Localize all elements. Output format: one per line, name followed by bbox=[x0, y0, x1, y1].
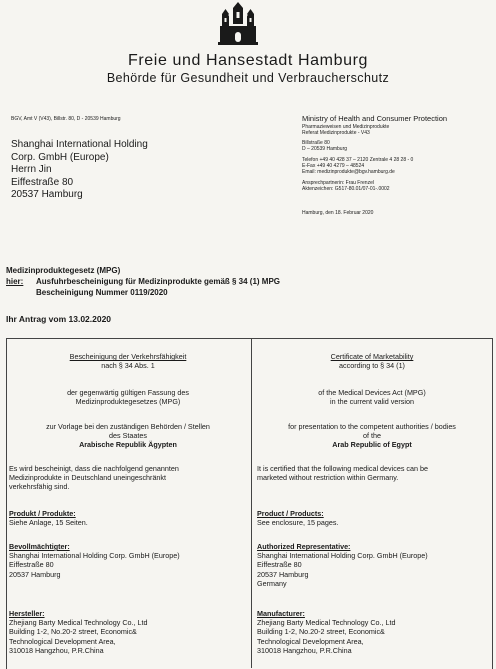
ministry-name: Ministry of Health and Consumer Protection bbox=[302, 114, 448, 123]
english-rep-label: Authorized Representative: bbox=[257, 542, 351, 551]
sender-line: BGV, Amt V (V43), Billstr. 80, D - 20539 Hamburg bbox=[11, 116, 121, 122]
english-manufacturer-label: Manufacturer: bbox=[257, 609, 305, 618]
ministry-fax: E-Fax +49 40 4279 – 48524 bbox=[302, 162, 365, 169]
english-text: of the Medical Devices Act (MPG) bbox=[318, 388, 426, 397]
english-heading: Certificate of Marketability bbox=[330, 352, 414, 361]
german-cert-text: Medizinprodukte in Deutschland uneingeschränkt bbox=[9, 473, 167, 483]
german-rep-line: Eiffestraße 80 bbox=[9, 560, 54, 570]
english-manufacturer-line: 310018 Hangzhou, P.R.China bbox=[257, 645, 352, 655]
german-cert-text: verkehrsfähig sind. bbox=[9, 482, 70, 492]
ministry-dept: Pharmazieweisen und Medizinprodukte bbox=[302, 123, 390, 130]
german-products-label: Produkt / Produkte: bbox=[9, 509, 76, 518]
ministry-info bbox=[302, 115, 492, 216]
english-heading-2: according to § 34 (1) bbox=[339, 361, 405, 371]
german-cert-text: Es wird bescheinigt, dass die nachfolgend genannten bbox=[9, 464, 179, 473]
english-country: Arab Republic of Egypt bbox=[332, 440, 412, 450]
german-heading-2: nach § 34 Abs. 1 bbox=[101, 361, 155, 371]
german-products-value: Siehe Anlage, 15 Seiten. bbox=[9, 518, 88, 528]
ministry-contact: Ansprechpartnerin: Frau Frenzel bbox=[302, 179, 374, 186]
subject-line-2: Bescheinigung Nummer 0119/2020 bbox=[36, 288, 168, 297]
english-text: of the bbox=[363, 431, 381, 441]
english-cert-text: It is certified that the following medical devices can be bbox=[257, 464, 428, 473]
page-title: Freie und Hansestadt Hamburg bbox=[127, 52, 369, 69]
german-text: zur Vorlage bei den zuständigen Behörden / Stellen bbox=[46, 422, 210, 431]
german-manufacturer-line: Zhejiang Barty Medical Technology Co., Ltd bbox=[9, 618, 148, 628]
ministry-city: D – 20539 Hamburg bbox=[302, 146, 348, 153]
german-text: der gegenwärtig gültigen Fassung des bbox=[67, 388, 189, 397]
german-manufacturer-line: Building 1-2, No.20-2 street, Economic& bbox=[9, 627, 137, 637]
english-text: in the current valid version bbox=[330, 397, 414, 407]
ministry-dept: Referat Medizinprodukte - V43 bbox=[302, 129, 370, 136]
german-rep-line: 20537 Hamburg bbox=[9, 569, 61, 579]
request-reference: Ihr Antrag vom 13.02.2020 bbox=[6, 314, 112, 324]
recipient-line: 20537 Hamburg bbox=[11, 189, 83, 200]
english-manufacturer-line: Zhejiang Barty Medical Technology Co., Ltd bbox=[257, 618, 396, 628]
ministry-phone: Telefon +49 40 428 37 – 2120 Zentrale 4 28 28 - 0 bbox=[302, 156, 414, 163]
ministry-street: Billstraße 80 bbox=[302, 140, 330, 147]
english-products-label: Product / Products: bbox=[257, 509, 324, 518]
german-text: des Staates bbox=[109, 431, 147, 441]
german-rep-line: Shanghai International Holding Corp. GmbH (Europe) bbox=[9, 551, 180, 561]
english-rep-line: Germany bbox=[257, 578, 287, 588]
german-rep-label: Bevollmächtigter: bbox=[9, 542, 70, 551]
subject-law: Medizinproduktegesetz (MPG) bbox=[6, 266, 121, 275]
recipient-line: Shanghai International Holding bbox=[11, 139, 148, 150]
english-rep-line: Shanghai International Holding Corp. GmbH (Europe) bbox=[257, 551, 428, 561]
english-manufacturer-line: Technological Development Area, bbox=[257, 636, 364, 646]
german-manufacturer-label: Hersteller: bbox=[9, 609, 45, 618]
recipient-address bbox=[11, 139, 148, 202]
english-rep-line: 20537 Hamburg bbox=[257, 569, 309, 579]
german-country: Arabische Republik Ägypten bbox=[79, 440, 177, 450]
letter-date: Hamburg, den 18. Februar 2020 bbox=[302, 210, 374, 217]
ministry-email: Email: medizinprodukte@bgv.hamburg.de bbox=[302, 169, 395, 176]
german-heading: Bescheinigung der Verkehrsfähigkeit bbox=[69, 352, 187, 361]
english-rep-line: Eiffestraße 80 bbox=[257, 560, 302, 570]
recipient-line: Herrn Jin bbox=[11, 164, 52, 175]
column-divider bbox=[251, 338, 252, 668]
ministry-file-number: Aktenzeichen: G517-80.01/07-01-.0002 bbox=[302, 185, 390, 192]
page-subtitle: Behörde für Gesundheit und Verbraucherschutz bbox=[106, 71, 390, 85]
hamburg-crest-icon bbox=[218, 2, 258, 46]
german-manufacturer-line: 310018 Hangzhou, P.R.China bbox=[9, 645, 104, 655]
recipient-line: Corp. GmbH (Europe) bbox=[11, 151, 109, 163]
german-text: Medizinproduktegesetzes (MPG) bbox=[75, 397, 181, 407]
english-products-value: See enclosure, 15 pages. bbox=[257, 518, 339, 528]
english-cert-text: marketed without restriction within Germany. bbox=[257, 473, 399, 483]
english-manufacturer-line: Building 1-2, No.20-2 street, Economic& bbox=[257, 627, 385, 637]
hier-label: hier: bbox=[6, 277, 24, 286]
subject-line bbox=[6, 276, 281, 297]
english-text: for presentation to the competent authorities / bodies bbox=[288, 422, 456, 431]
recipient-line: Eiffestraße 80 bbox=[11, 176, 74, 188]
subject-line-1: Ausfuhrbescheinigung für Medizinprodukte gemäß § 34 (1) MPG bbox=[36, 277, 281, 286]
german-manufacturer-line: Technological Development Area, bbox=[9, 636, 116, 646]
